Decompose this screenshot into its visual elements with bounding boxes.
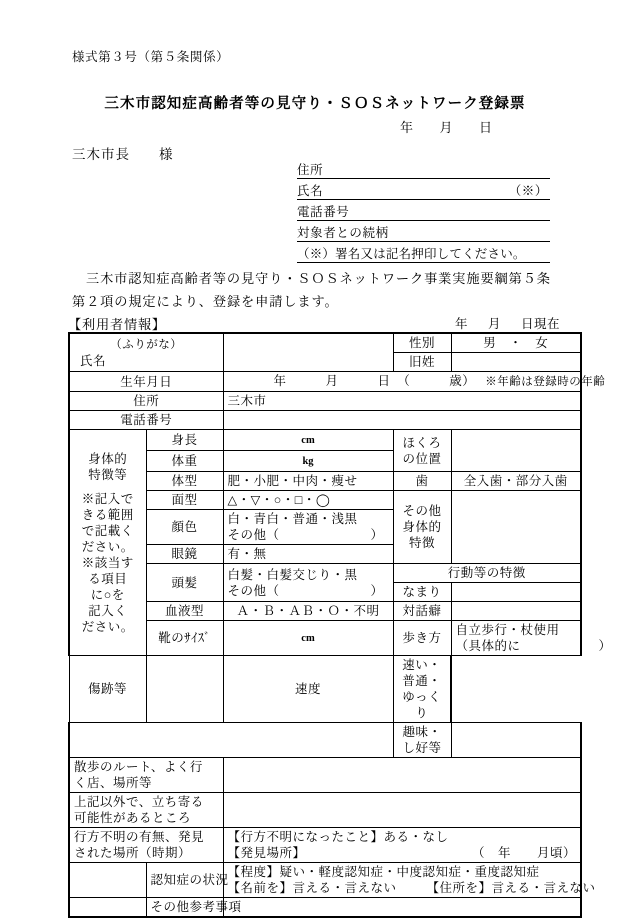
scars-label: 傷跡等 — [69, 656, 146, 723]
hair-options-cell[interactable] — [223, 564, 393, 602]
applicant-name-label: 氏名 — [297, 184, 324, 198]
hobby-label-line2: し好等 — [402, 741, 442, 755]
name-label: 氏名 — [80, 353, 107, 368]
facetype-label: 面型 — [146, 491, 223, 510]
physical-note2-line3: に○を — [90, 587, 125, 602]
weight-value-cell[interactable] — [223, 451, 393, 472]
walk-route-label-line2: く店、場所等 — [74, 776, 153, 790]
applicant-seal-note — [297, 242, 550, 263]
statement-line-2: 第２項の規定により、登録を申請します。 — [72, 294, 339, 309]
accent-label: なまり — [393, 583, 451, 602]
address-value-cell[interactable]: 三木市 — [223, 392, 581, 411]
teeth-label: 歯 — [393, 472, 451, 491]
complexion-options-cell[interactable] — [223, 510, 393, 545]
physical-note1-line3: で記載く — [81, 523, 134, 538]
mole-position-label — [393, 430, 451, 472]
physical-features-sidebar — [69, 430, 146, 656]
complexion-options-line1: 白・青白・普通・浅黒 — [227, 512, 358, 526]
shoesize-label: 靴のｻｲｽﾞ — [146, 621, 223, 656]
physical-note2-line2: る項目 — [88, 571, 128, 586]
asof-month-label: 月 — [488, 317, 502, 331]
table-row-other-notes — [69, 898, 581, 918]
glasses-options-cell[interactable]: 有・無 — [223, 545, 393, 564]
bodytype-options-cell[interactable]: 肥・小肥・中肉・痩せ — [223, 472, 393, 491]
addressee: 三木市長 様 — [72, 147, 174, 162]
birthdate-label: 生年月日 — [69, 372, 223, 392]
walk-route-value-cell[interactable] — [223, 758, 581, 793]
asof-year-label: 年 — [455, 317, 469, 331]
mole-label-line2: の位置 — [402, 451, 442, 466]
complexion-label: 顔色 — [146, 510, 223, 545]
applicant-name-row[interactable] — [297, 179, 550, 200]
height-unit: cm — [301, 435, 315, 446]
table-row-birthdate — [69, 372, 581, 392]
gender-label: 性別 — [393, 333, 451, 353]
complexion-options-line2: その他（ ） — [227, 528, 384, 542]
other-places-value-cell[interactable] — [223, 793, 581, 828]
dementia-degree-options: 【程度】疑い・軽度認知症・中度認知症・重度認知症 — [227, 865, 540, 879]
hobby-label-line1: 趣味・ — [402, 725, 442, 739]
missing-history-label-line1: 行方不明の有無、発見 — [74, 830, 205, 844]
dementia-status-label: 認知症の状況 — [146, 863, 223, 898]
other-physical-value-cell[interactable] — [451, 491, 581, 564]
table-row-walk-route — [69, 758, 581, 793]
applicant-address-label: 住所 — [297, 163, 324, 177]
other-physical-label-line3: 特徴 — [408, 536, 435, 550]
physical-note1-line2: きる範囲 — [81, 507, 134, 522]
dementia-address-options: 【住所を】言える・言えない — [426, 881, 596, 895]
former-name-label: 旧姓 — [393, 353, 451, 372]
physical-note2-line5: ださい。 — [81, 619, 134, 634]
asof-day-label: 日現在 — [521, 317, 561, 331]
teeth-options-cell[interactable]: 全入歯・部分入歯 — [451, 472, 581, 491]
missing-history-line2-wrap — [228, 845, 577, 861]
scars-value-cell[interactable] — [146, 656, 223, 723]
name-label-cell — [69, 333, 223, 372]
bloodtype-options-cell[interactable]: Ａ・Ｂ・ＡＢ・Ｏ・不明 — [223, 602, 393, 621]
birthdate-value-cell[interactable] — [223, 372, 606, 392]
table-row-missing-history — [69, 828, 581, 863]
address-label: 住所 — [69, 392, 223, 411]
bodytype-label: 体型 — [146, 472, 223, 491]
other-notes-value-cell[interactable] — [223, 898, 581, 918]
walk-route-label-line1: 散歩のルート、よく行 — [74, 760, 203, 774]
table-row-address — [69, 392, 581, 411]
submission-date-line — [400, 117, 493, 136]
dementia-status-value-cell[interactable] — [223, 863, 596, 898]
behavior-section-header: 行動等の特徴 — [393, 564, 581, 583]
physical-note2-line1: ※該当す — [81, 555, 134, 570]
height-label: 身長 — [146, 430, 223, 451]
missing-history-label-line2: された場所（時期） — [74, 846, 192, 860]
bloodtype-label: 血液型 — [146, 602, 223, 621]
walk-route-label — [69, 758, 223, 793]
table-row-phone — [69, 411, 581, 430]
mole-position-value-cell[interactable] — [451, 430, 581, 472]
facetype-options-cell[interactable]: △・▽・○・□・◯ — [223, 491, 393, 510]
dementia-status-label-pad — [69, 863, 146, 898]
hobby-spacer-cell — [69, 723, 393, 758]
physical-note2-line4: 記入く — [88, 603, 128, 618]
speech-habit-value-cell[interactable] — [451, 602, 581, 621]
gender-options-cell[interactable]: 男 ・ 女 — [451, 333, 581, 353]
height-value-cell[interactable] — [223, 430, 393, 451]
table-row-facetype — [69, 491, 581, 510]
phone-value-cell[interactable] — [223, 411, 581, 430]
mole-label-line1: ほくろ — [402, 435, 442, 450]
name-ruby-label: （ふりがな） — [110, 338, 183, 351]
missing-history-found-place-label: 【発見場所】 — [227, 846, 306, 860]
walking-style-label: 歩き方 — [393, 621, 451, 656]
glasses-label: 眼鏡 — [146, 545, 223, 564]
date-day-label: 日 — [479, 120, 493, 135]
table-row-height — [69, 430, 581, 451]
applicant-relation-label: 対象者との続柄 — [297, 226, 389, 240]
table-row-shoesize — [69, 621, 581, 656]
hair-label — [146, 564, 223, 602]
date-year-label: 年 — [400, 120, 414, 135]
shoesize-value-cell[interactable] — [223, 621, 393, 656]
dementia-name-options: 【名前を】言える・言えない — [227, 881, 397, 895]
applicant-name-seal-mark: （※） — [508, 184, 548, 198]
form-number: 様式第３号（第５条関係） — [72, 50, 230, 64]
table-row-other-places — [69, 793, 581, 828]
applicant-seal-note-text: （※）署名又は記名押印してください。 — [297, 247, 526, 261]
missing-history-value-cell[interactable] — [223, 828, 581, 863]
table-row-bloodtype — [69, 602, 581, 621]
birthdate-note: ※年齢は登録時の年齢 — [485, 376, 606, 388]
other-notes-label: その他参考事項 — [146, 898, 223, 918]
as-of-date-line — [455, 314, 560, 332]
dementia-speech-options — [227, 880, 596, 896]
weight-label: 体重 — [146, 451, 223, 472]
hobby-value-cell[interactable] — [451, 723, 581, 758]
statement-line-1: 三木市認知症高齢者等の見守り・ＳＯＳネットワーク事業実施要綱第５条 — [86, 271, 551, 286]
hobby-label — [393, 723, 451, 758]
date-month-label: 月 — [439, 120, 454, 135]
application-statement — [72, 267, 572, 313]
other-physical-label-line1: その他 — [402, 504, 442, 518]
table-row-dementia-status — [69, 863, 581, 898]
missing-history-found-date: （ 年 月頃） — [471, 846, 576, 860]
applicant-phone-row[interactable] — [297, 200, 550, 221]
applicant-relation-row[interactable] — [297, 221, 550, 242]
other-physical-label-line2: 身体的 — [402, 520, 442, 534]
applicant-phone-label: 電話番号 — [297, 205, 350, 219]
hair-options-line1: 白髪・白髪交じり・黒 — [227, 567, 358, 582]
other-places-label-line1: 上記以外で、立ち寄る — [74, 795, 204, 809]
other-notes-label-pad — [69, 898, 146, 918]
table-row-name-ruby — [69, 333, 581, 353]
other-places-label — [69, 793, 223, 828]
birthdate-placeholder: 年 月 日 （ 歳） — [273, 374, 476, 388]
speed-label: 速度 — [223, 656, 393, 723]
physical-title-line2: 特徴等 — [88, 467, 128, 482]
missing-history-label — [69, 828, 223, 863]
walking-style-line1: 自立歩行・杖使用 — [455, 623, 560, 637]
table-row-behavior-header — [69, 564, 581, 583]
user-info-table — [68, 332, 612, 918]
phone-label: 電話番号 — [69, 411, 223, 430]
shoesize-unit: cm — [301, 633, 315, 644]
table-row-hobby — [69, 723, 581, 758]
physical-note1-line1: ※記入で — [81, 491, 134, 506]
walking-style-line2: （具体的に ） — [455, 639, 612, 653]
other-physical-label — [393, 491, 451, 564]
table-row-bodytype — [69, 472, 581, 491]
physical-note1-line4: ださい。 — [81, 539, 134, 554]
weight-unit: kg — [302, 456, 314, 467]
hair-options-line2: その他（ ） — [227, 583, 384, 598]
user-info-section-title: 【利用者情報】 — [68, 317, 166, 332]
table-row-scars — [69, 656, 581, 723]
physical-title-line1: 身体的 — [88, 451, 128, 466]
speech-habit-label: 対話癖 — [393, 602, 451, 621]
page-title: 三木市認知症高齢者等の見守り・ＳＯＳネットワーク登録票 — [104, 96, 526, 112]
missing-history-line1: 【行方不明になったこと】ある・なし — [227, 830, 449, 844]
speed-options-cell[interactable]: 速い・普通・ゆっくり — [393, 656, 451, 723]
applicant-address-row[interactable] — [297, 158, 550, 179]
hair-label-text: 頭髪 — [171, 575, 198, 590]
applicant-block — [297, 158, 550, 263]
accent-value-cell[interactable] — [451, 583, 581, 602]
walking-style-options-cell[interactable] — [451, 621, 612, 656]
former-name-input-cell[interactable] — [451, 353, 581, 372]
other-places-label-line2: 可能性があるところ — [74, 811, 192, 825]
name-input-cell[interactable] — [223, 333, 393, 372]
